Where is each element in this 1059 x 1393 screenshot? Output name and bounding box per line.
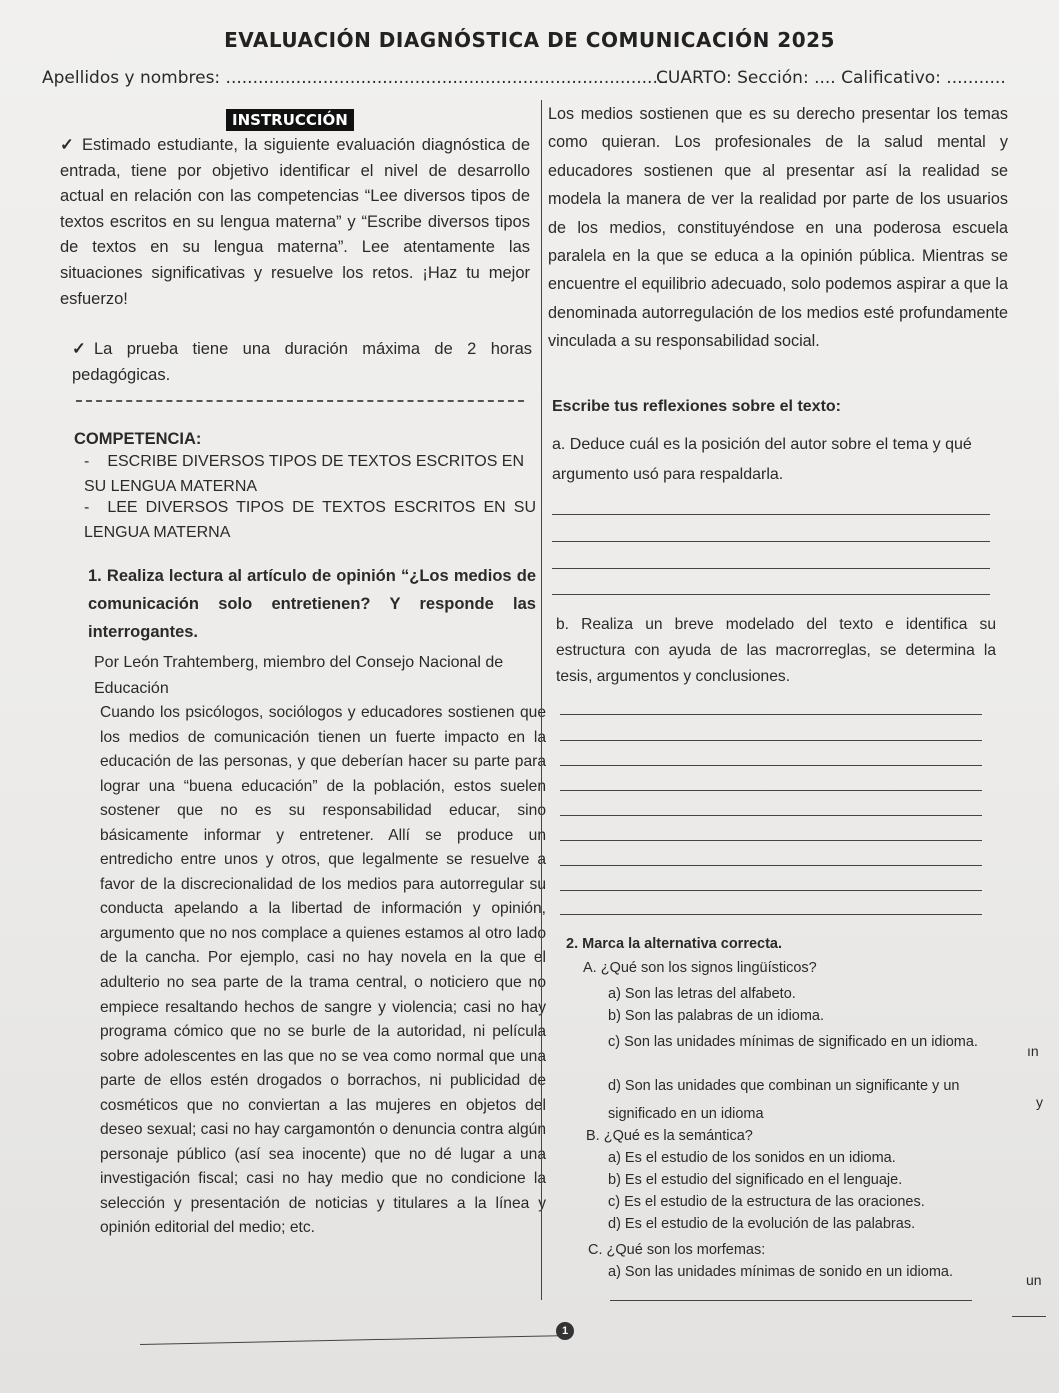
option-2a-a[interactable]: a) Son las letras del alfabeto.	[608, 986, 796, 1002]
article-byline: Por León Trahtemberg, miembro del Consejo Nacional de Educación	[94, 654, 504, 697]
exam-title: EVALUACIÓN DIAGNÓSTICA DE COMUNICACIÓN 2025	[224, 28, 835, 52]
competence-item-1: - ESCRIBE DIVERSOS TIPOS DE TEXTOS ESCRITOS EN SU LENGUA MATERNA	[84, 453, 525, 495]
article-body-right: Los medios sostienen que es su derecho presentar los temas como quieran. Los profesionales de la salud mental y educadores sostienen que al presentar así la realidad se modela la manera de ver la realidad por parte de los usuarios de los medios, constituyéndose en una poderosa escuela paralela en la que se educa a la opinión pública. Mientras se encuentre el equilibrio adecuado, solo podemos aspirar a que la denominada autorregulación de los medios esté profundamente vinculada a su responsabilidad social.	[548, 105, 1008, 351]
footer-rule	[140, 1335, 560, 1345]
answer-line[interactable]	[560, 914, 982, 915]
question-2c: C. ¿Qué son los morfemas:	[588, 1242, 766, 1258]
part-b-prompt: b. Realiza un breve modelado del texto e identifica su estructura con ayuda de las macrorreglas, se determina la tesis, argumentos y conclusiones.	[556, 616, 996, 685]
part-a-prompt: a. Deduce cuál es la posición del autor sobre el tema y qué argumento usó para respaldarla.	[552, 436, 972, 483]
instruction-item-1	[60, 133, 530, 312]
option-2b-d[interactable]: d) Es el estudio de la evolución de las palabras.	[608, 1216, 916, 1232]
answer-line[interactable]	[552, 568, 990, 569]
answer-line[interactable]	[552, 541, 990, 542]
answer-line[interactable]	[560, 865, 982, 866]
question-2-prompt: 2. Marca la alternativa correcta.	[566, 936, 783, 952]
competence-text-2: LEE DIVERSOS TIPOS DE TEXTOS ESCRITOS EN SU LENGUA MATERNA	[84, 499, 536, 541]
answer-line[interactable]	[560, 890, 982, 891]
instruction-badge: INSTRUCCIÓN	[226, 109, 354, 131]
option-2b-c[interactable]: c) Es el estudio de la estructura de las oraciones.	[608, 1194, 925, 1210]
answer-line[interactable]	[560, 790, 982, 791]
answer-line[interactable]	[560, 815, 982, 816]
question-1-prompt: 1. Realiza lectura al artículo de opinión “¿Los medios de comunicación solo entretienen? Y responde las interrogantes.	[88, 567, 536, 641]
underline	[1012, 1316, 1046, 1317]
competence-text-1: ESCRIBE DIVERSOS TIPOS DE TEXTOS ESCRITOS EN SU LENGUA MATERNA	[84, 453, 525, 495]
grade-field-label: CUARTO: Sección: .... Calificativo: ...........	[656, 68, 1006, 88]
checkmark-icon: ✓	[60, 136, 74, 154]
name-field-label: Apellidos y nombres: ..................................................................................	[42, 68, 669, 88]
page-number: 1	[556, 1322, 574, 1340]
article-body-left: Cuando los psicólogos, sociólogos y educadores sostienen que los medios de comunicación tienen un fuerte impacto en la educación de las personas, y que deberían hacer su parte para lograr una “buena educación” de la población, estos suelen sostener que no es su responsabilidad educar, sino básicamente informar y entretener. Allí se produce un entredicho entre unos y otros, que legalmente se resuelve a favor de la discrecionalidad de los medios para autorregular su conducta apelando a la libertad de información y opinión, argumento que no nos complace a quienes estamos al otro lado de la cancha. Por ejemplo, casi no hay novela en la que el adulterio no sea parte de la trama central, o noticiero que no empiece resaltando hechos de sangre y violencia; casi no hay programa cómico que no se burle de la autoridad, ni película sobre adolescentes en las que no se vea como normal que una parte de ellos estén drogados o borrachos, ni publicidad de cosméticos que no conviertan a las mujeres en objetos del deseo sexual; casi no hay cargamontón o denuncia contra algún personaje público (así sea inocente) que no dé lugar a una investigación fiscal; casi no hay medio que no condicione la selección y presentación de noticias y titulares a la línea y opinión editorial del medio; etc.	[100, 704, 546, 1237]
answer-line[interactable]	[560, 740, 982, 741]
column-divider	[541, 100, 542, 1300]
answer-line[interactable]	[560, 840, 982, 841]
option-2a-b[interactable]: b) Son las palabras de un idioma.	[608, 1008, 825, 1024]
competence-heading: COMPETENCIA:	[74, 430, 202, 448]
answer-line[interactable]	[552, 594, 990, 595]
margin-fragment: un	[1026, 1272, 1042, 1288]
question-2b: B. ¿Qué es la semántica?	[586, 1128, 753, 1144]
checkmark-icon: ✓	[72, 340, 86, 358]
answer-line[interactable]	[560, 714, 982, 715]
option-2c-a[interactable]: a) Son las unidades mínimas de sonido en un idioma.	[608, 1264, 953, 1280]
instruction-text-2: La prueba tiene una duración máxima de 2 horas pedagógicas.	[72, 340, 532, 384]
question-2a: A. ¿Qué son los signos lingüísticos?	[583, 960, 817, 976]
option-2a-c[interactable]: c) Son las unidades mínimas de significado en un idioma.	[608, 1034, 978, 1050]
margin-fragment: ın	[1027, 1043, 1039, 1059]
dashed-divider	[76, 400, 524, 402]
reflection-heading: Escribe tus reflexiones sobre el texto:	[552, 398, 841, 415]
instruction-text-1: Estimado estudiante, la siguiente evaluación diagnóstica de entrada, tiene por objetivo identificar el nivel de desarrollo actual en relación con las competencias “Lee diversos tipos de textos escritos en su lengua materna” y “Escribe diversos tipos de textos en su lengua materna”. Lee atentamente las situaciones significativas y resuelve los retos. ¡Haz tu mejor esfuerzo!	[60, 136, 530, 308]
option-2a-d[interactable]: d) Son las unidades que combinan un significante y un significado en un idioma	[608, 1078, 960, 1122]
underline	[610, 1300, 972, 1301]
option-2b-b[interactable]: b) Es el estudio del significado en el lenguaje.	[608, 1172, 903, 1188]
margin-fragment: y	[1036, 1094, 1043, 1110]
answer-line[interactable]	[560, 765, 982, 766]
instruction-item-2	[72, 337, 532, 388]
answer-line[interactable]	[552, 514, 990, 515]
competence-item-2: - LEE DIVERSOS TIPOS DE TEXTOS ESCRITOS EN SU LENGUA MATERNA	[84, 499, 536, 541]
option-2b-a[interactable]: a) Es el estudio de los sonidos en un idioma.	[608, 1150, 896, 1166]
